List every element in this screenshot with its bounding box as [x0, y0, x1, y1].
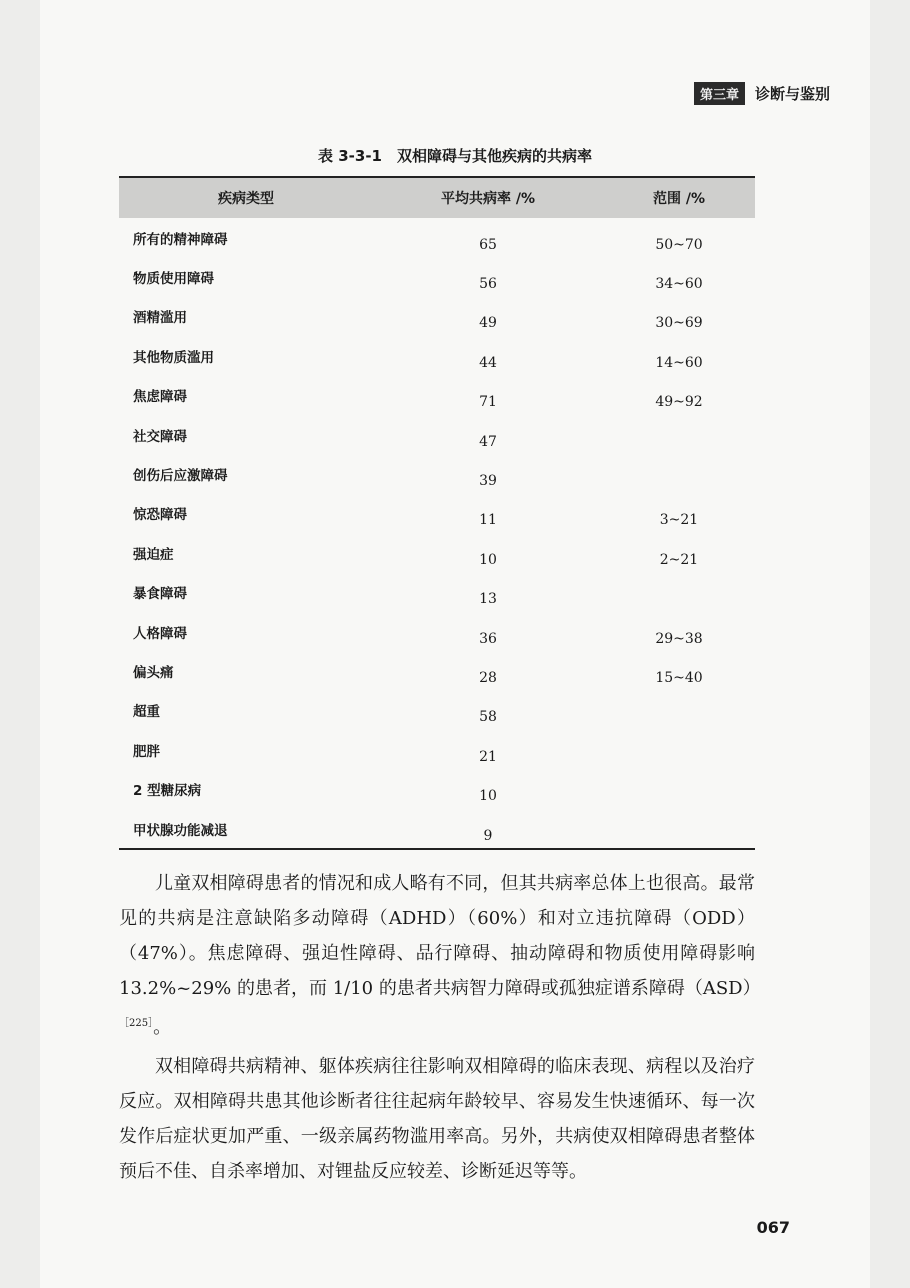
page-number: 067 [756, 1218, 790, 1237]
range-value: 30~69 [655, 315, 703, 332]
paragraph-comorbidity-effects: 双相障碍共病精神、躯体疾病往往影响双相障碍的临床表现、病程以及治疗反应。双相障碍共患其他诊断者往往起病年龄较早、容易发生快速循环、每一次发作后症状更加严重、一级亲属药物滥用率高。另外，共病使双相障碍患者整体预后不佳、自杀率增加、对锂盐反应较差、诊断延迟等等。 [119, 1056, 755, 1182]
range-cell [603, 336, 755, 375]
running-head [610, 78, 830, 108]
table-row [119, 769, 755, 808]
average-rate-value: 44 [479, 354, 497, 371]
paragraph-children-comorbidity [119, 866, 761, 1045]
disease-name-cell: 惊恐障碍 [133, 507, 187, 524]
average-rate-value: 10 [479, 551, 497, 568]
table-row [119, 612, 755, 651]
disease-name-cell: 所有的精神障碍 [133, 231, 228, 248]
paragraph-1-end: 。 [153, 1017, 172, 1038]
average-rate-cell [373, 533, 603, 572]
table-row [119, 809, 755, 849]
table-row [119, 297, 755, 336]
table-row [119, 257, 755, 296]
average-rate-cell [373, 809, 603, 849]
disease-name-cell: 暴食障碍 [133, 586, 187, 603]
range-value: 49~92 [655, 394, 703, 411]
table-title: 表 3-3-1 双相障碍与其他疾病的共病率 [318, 147, 592, 165]
average-rate-value: 47 [479, 433, 497, 450]
average-rate-value: 39 [479, 473, 497, 490]
disease-name-cell: 其他物质滥用 [133, 349, 214, 366]
average-rate-cell [373, 691, 603, 730]
range-value: 15~40 [655, 669, 703, 686]
average-rate-value: 10 [479, 788, 497, 805]
average-rate-value: 21 [479, 748, 497, 765]
average-rate-cell [373, 769, 603, 808]
range-value: 50~70 [655, 236, 703, 253]
disease-name-cell: 社交障碍 [133, 428, 187, 445]
average-rate-cell [373, 297, 603, 336]
average-rate-cell [373, 218, 603, 257]
average-rate-cell [373, 573, 603, 612]
range-cell [603, 691, 755, 730]
disease-name-cell: 焦虑障碍 [133, 389, 187, 406]
header-range: 范围 /% [603, 177, 755, 218]
average-rate-value: 49 [479, 315, 497, 332]
range-cell [603, 612, 755, 651]
average-rate-value: 36 [479, 630, 497, 647]
average-rate-cell [373, 612, 603, 651]
table-row [119, 691, 755, 730]
table-row [119, 730, 755, 769]
paragraph-1-text: 儿童双相障碍患者的情况和成人略有不同，但其共病率总体上也很高。最常见的共病是注意缺陷多动障碍（ADHD）（60%）和对立违抗障碍（ODD）（47%）。焦虑障碍、强迫性障碍、品行障碍、抽动障碍和物质使用障碍影响 13.2%~29% 的患者，而 1/10 的患者共病智力障碍或孤独症谱系障碍（ASD） [119, 873, 761, 999]
range-cell [603, 454, 755, 493]
average-rate-value: 13 [479, 591, 497, 608]
range-cell [603, 651, 755, 690]
table-row [119, 494, 755, 533]
average-rate-value: 9 [483, 827, 493, 844]
book-page [40, 0, 870, 1288]
disease-name-cell: 甲状腺功能减退 [119, 809, 373, 849]
range-cell [603, 573, 755, 612]
range-cell [603, 494, 755, 533]
average-rate-cell [373, 415, 603, 454]
table-row [119, 376, 755, 415]
table-row [119, 415, 755, 454]
average-rate-value: 28 [479, 669, 497, 686]
range-cell [603, 730, 755, 769]
average-rate-value: 58 [479, 709, 497, 726]
disease-name-cell: 强迫症 [133, 546, 174, 563]
average-rate-cell [373, 730, 603, 769]
table-row [119, 533, 755, 572]
header-average-rate: 平均共病率 /% [373, 177, 603, 218]
range-value: 14~60 [655, 354, 703, 371]
table-row [119, 454, 755, 493]
disease-name-cell: 超重 [133, 704, 160, 721]
average-rate-cell [373, 454, 603, 493]
range-cell [603, 809, 755, 849]
table-row [119, 336, 755, 375]
running-head-title: 诊断与鉴别 [754, 84, 830, 103]
average-rate-value: 71 [479, 394, 497, 411]
average-rate-cell [373, 651, 603, 690]
disease-name-cell: 物质使用障碍 [133, 271, 214, 288]
average-rate-value: 65 [479, 236, 497, 253]
table-row [119, 573, 755, 612]
table-row [119, 651, 755, 690]
range-cell [603, 415, 755, 454]
average-rate-value: 11 [479, 512, 497, 529]
range-value: 34~60 [655, 276, 703, 293]
average-rate-cell [373, 336, 603, 375]
range-cell [603, 218, 755, 257]
disease-name-cell: 创伤后应激障碍 [133, 468, 228, 485]
disease-name-cell: 肥胖 [133, 743, 160, 760]
average-rate-cell [373, 494, 603, 533]
range-cell [603, 257, 755, 296]
range-cell [603, 769, 755, 808]
disease-name-cell: 2 型糖尿病 [133, 783, 202, 800]
range-value: 29~38 [655, 630, 703, 647]
range-value: 3~21 [659, 512, 699, 529]
range-cell [603, 376, 755, 415]
disease-name-cell: 偏头痛 [133, 664, 174, 681]
average-rate-value: 56 [479, 276, 497, 293]
chapter-badge: 第三章 [694, 82, 745, 105]
table-row [119, 218, 755, 257]
citation-ref: ［225］ [119, 1018, 154, 1029]
range-value: 2~21 [659, 551, 699, 568]
range-cell [603, 297, 755, 336]
table-header-row [119, 177, 755, 218]
average-rate-cell [373, 257, 603, 296]
disease-name-cell: 酒精滥用 [133, 310, 187, 327]
header-disease-type: 疾病类型 [119, 177, 373, 218]
comorbidity-table [119, 176, 755, 850]
disease-name-cell: 人格障碍 [133, 625, 187, 642]
average-rate-cell [373, 376, 603, 415]
range-cell [603, 533, 755, 572]
